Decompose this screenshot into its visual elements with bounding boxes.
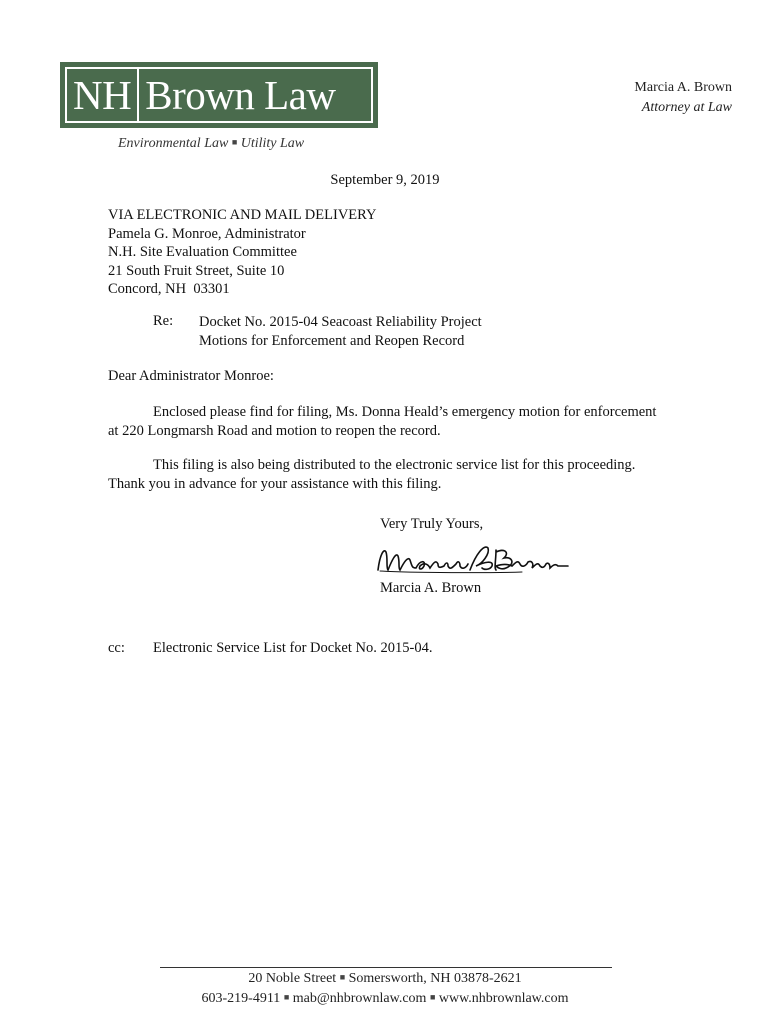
subject-lines bbox=[199, 313, 482, 350]
bullet-square-icon: ■ bbox=[231, 137, 238, 147]
salutation: Dear Administrator Monroe: bbox=[108, 368, 274, 384]
body-paragraph-1: Enclosed please find for filing, Ms. Donna Heald’s emergency motion for enforcement at 220 Longmarsh Road and motion to reopen the record. bbox=[108, 404, 657, 439]
footer-contact-line bbox=[0, 988, 770, 1008]
footer-street: 20 Noble Street bbox=[248, 971, 337, 986]
attorney-title: Attorney at Law bbox=[641, 100, 732, 115]
handwritten-signature bbox=[372, 540, 572, 580]
bullet-square-icon: ■ bbox=[429, 992, 436, 1002]
logo-nh-text: NH bbox=[73, 72, 132, 118]
bullet-square-icon: ■ bbox=[283, 992, 290, 1002]
address-line: VIA ELECTRONIC AND MAIL DELIVERY bbox=[108, 207, 377, 223]
recipient-address bbox=[108, 206, 377, 299]
subject-line: Docket No. 2015-04 Seacoast Reliability Project bbox=[199, 314, 482, 330]
bullet-square-icon: ■ bbox=[339, 972, 346, 982]
signer-name: Marcia A. Brown bbox=[380, 580, 482, 596]
closing: Very Truly Yours, bbox=[380, 516, 484, 532]
firm-logo bbox=[60, 62, 378, 128]
address-line: Concord, NH 03301 bbox=[108, 281, 230, 297]
attorney-block bbox=[634, 78, 732, 118]
address-line: 21 South Fruit Street, Suite 10 bbox=[108, 262, 285, 279]
address-line: Pamela G. Monroe, Administrator bbox=[108, 225, 306, 242]
letter-date: September 9, 2019 bbox=[330, 172, 440, 188]
footer-city: Somersworth, NH 03878-2621 bbox=[348, 971, 522, 986]
footer-email: mab@nhbrownlaw.com bbox=[292, 991, 427, 1006]
cc-recipients: Electronic Service List for Docket No. 2015-04. bbox=[153, 640, 433, 656]
tagline-environmental: Environmental Law bbox=[118, 136, 229, 151]
address-line: N.H. Site Evaluation Committee bbox=[108, 244, 297, 260]
body-paragraph-2: This filing is also being distributed to the electronic service list for this proceeding. Thank you in advance for your assistance with this filing. bbox=[108, 457, 636, 492]
footer-contact bbox=[0, 968, 770, 1008]
cc-label: cc: bbox=[108, 640, 125, 656]
logo-firm-text: Brown Law bbox=[145, 72, 336, 118]
tagline-utility: Utility Law bbox=[240, 136, 305, 151]
re-label: Re: bbox=[153, 313, 174, 329]
footer-phone: 603-219-4911 bbox=[201, 991, 281, 1006]
footer-website: www.nhbrownlaw.com bbox=[438, 991, 569, 1006]
footer-address-line bbox=[0, 968, 770, 988]
practice-tagline bbox=[118, 136, 304, 152]
subject-line: Motions for Enforcement and Reopen Record bbox=[199, 332, 465, 349]
attorney-name: Marcia A. Brown bbox=[634, 80, 732, 95]
